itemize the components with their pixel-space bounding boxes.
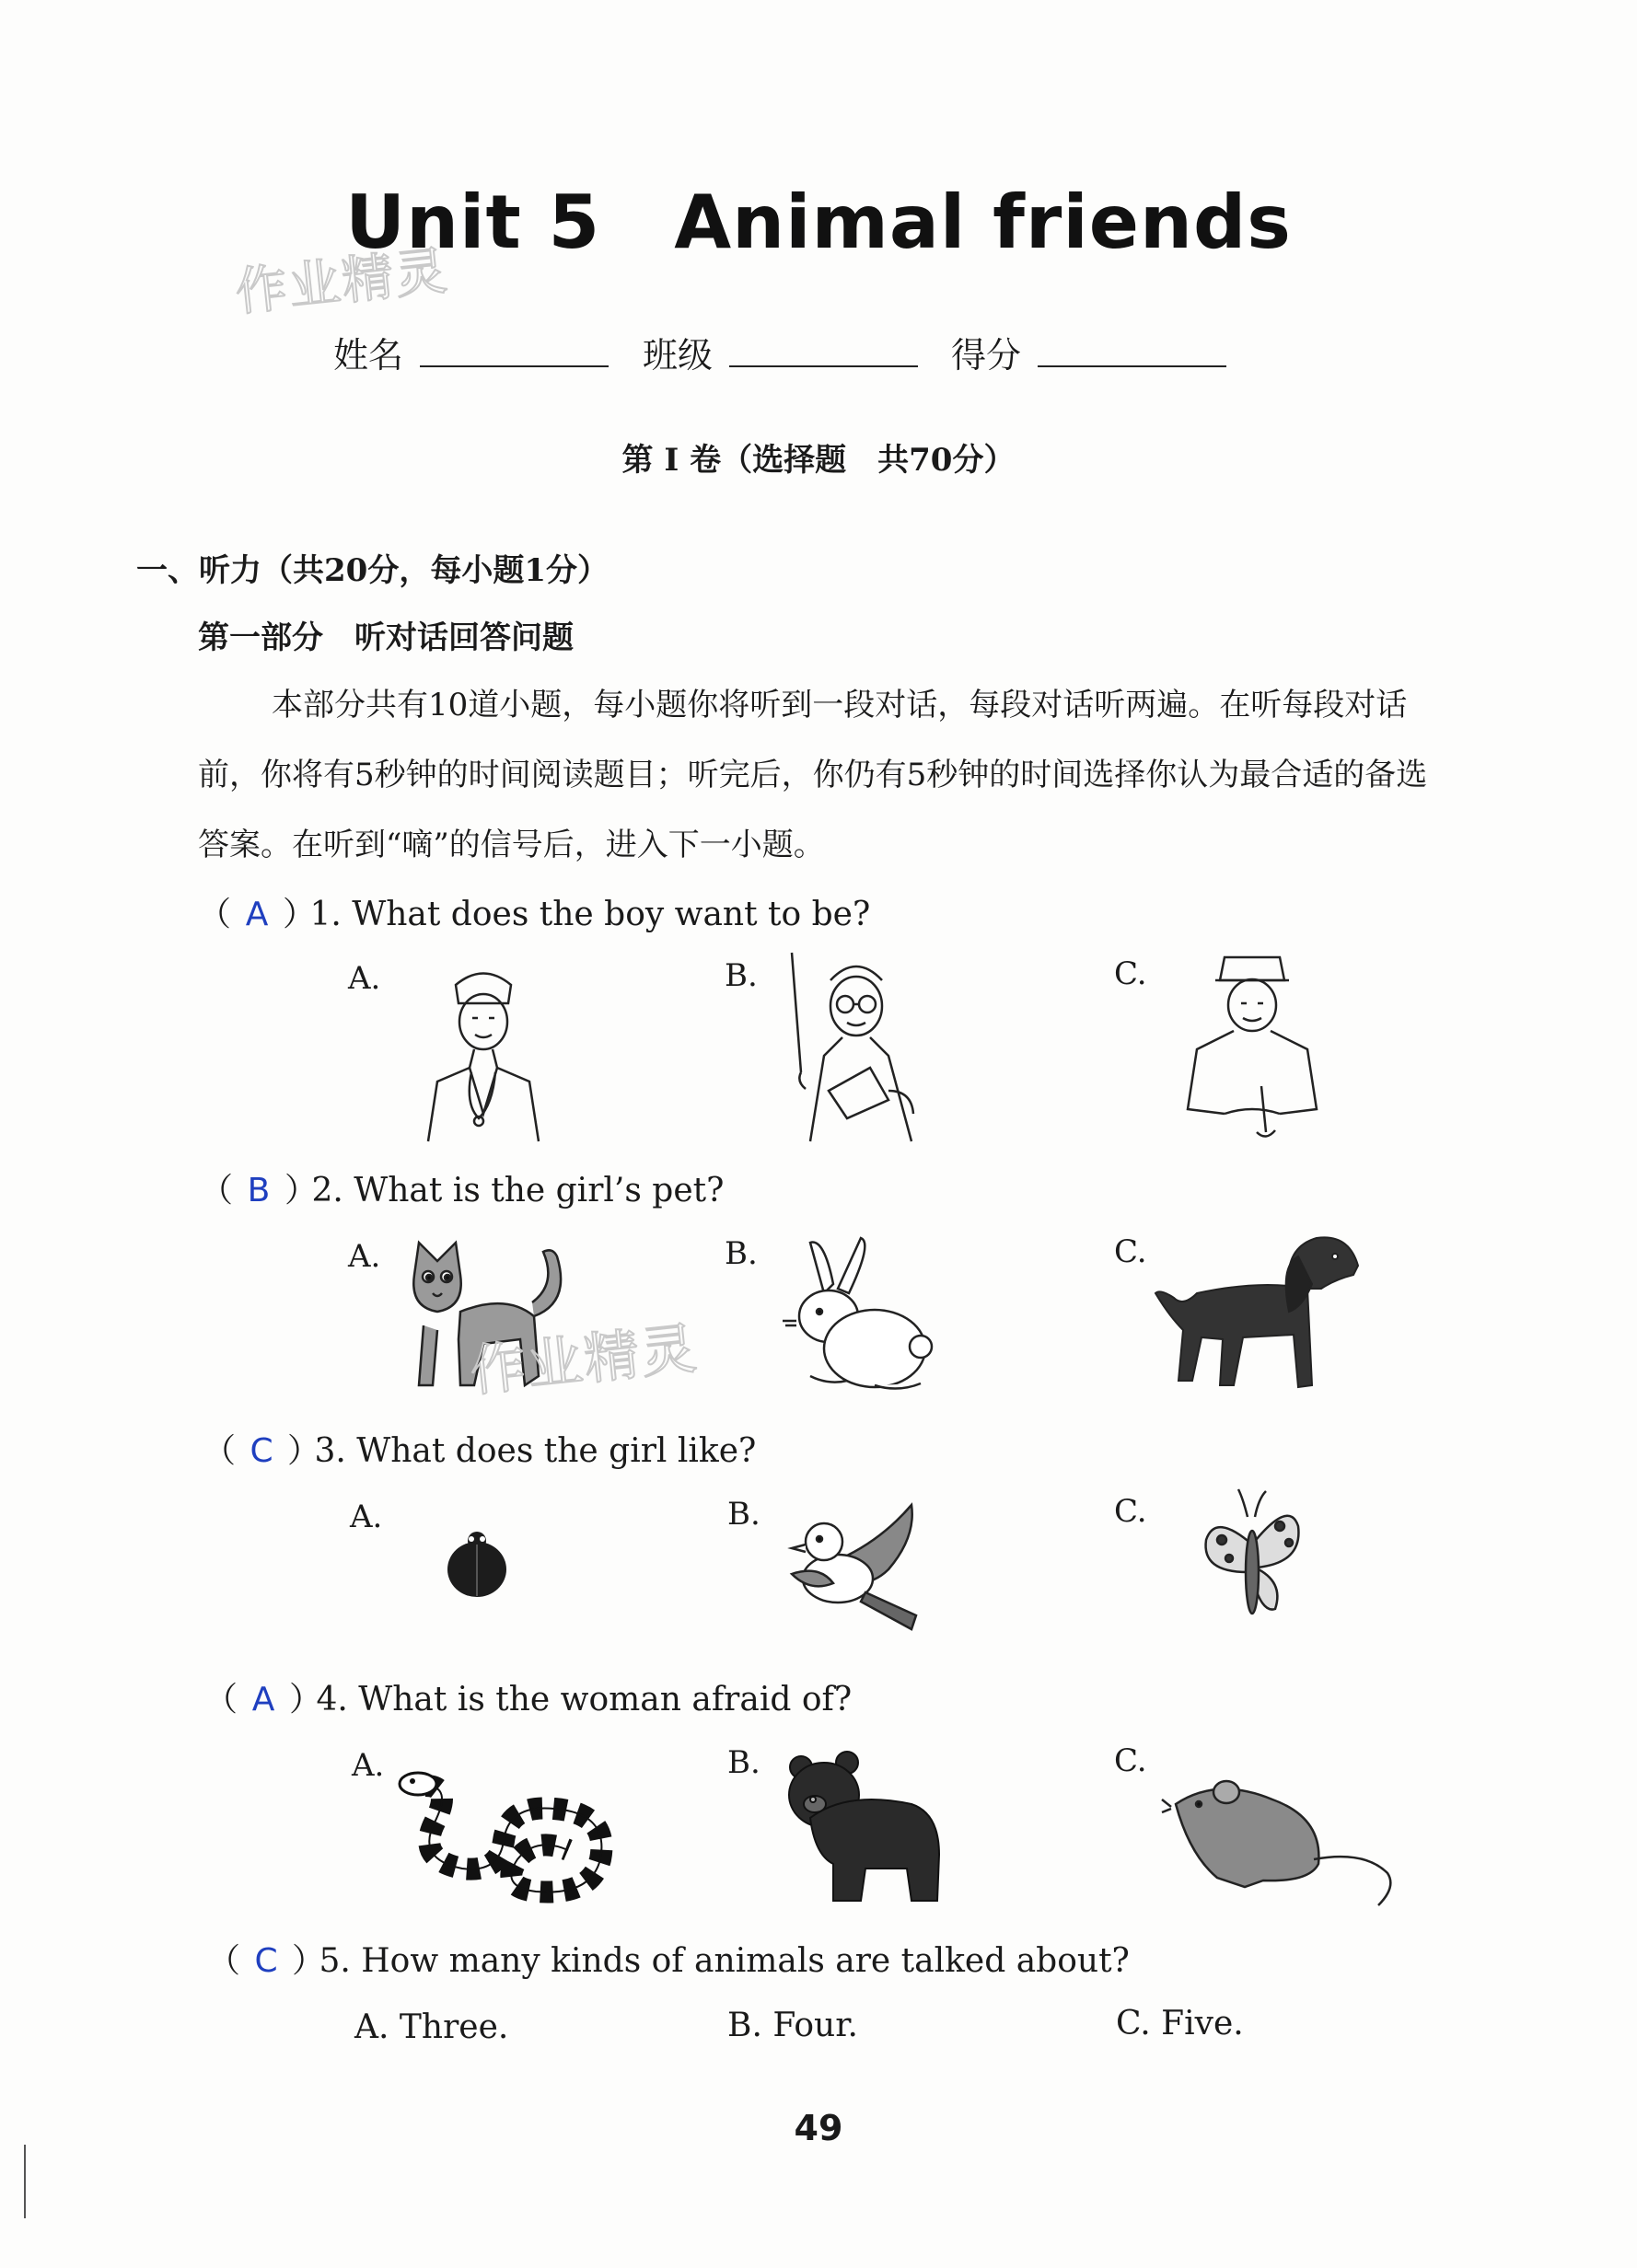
page-number: 49 xyxy=(794,2108,843,2148)
doctor-icon xyxy=(414,957,552,1141)
q5-option-b[interactable]: B. Four. xyxy=(727,2007,858,2044)
q5-option-c[interactable]: C. Five. xyxy=(1116,2005,1244,2042)
question-3-text: 3. What does the girl like? xyxy=(314,1432,757,1470)
answer-5[interactable]: C xyxy=(254,1942,278,1980)
answer-1[interactable]: A xyxy=(245,896,269,933)
instructions: 本部分共有10道小题，每小题你将听到一段对话，每段对话听两遍。在听每段对话前，你将有5秒钟的时间阅读题目；听完后，你仍有5秒钟的时间选择你认为最合适的备选答案。在听到“嘀”的信号后，进入下一小题。 xyxy=(198,687,1428,863)
question-4-text: 4. What is the woman afraid of? xyxy=(316,1681,853,1718)
question-5-text: 5. How many kinds of animals are talked about? xyxy=(319,1942,1130,1980)
question-3: （ C ） 3. What does the girl like? xyxy=(203,1432,757,1470)
question-4: （ A ） 4. What is the woman afraid of? xyxy=(204,1681,853,1718)
q1-option-b[interactable]: B. xyxy=(725,957,758,994)
question-5: （ C ） 5. How many kinds of animals are talked about? xyxy=(207,1942,1130,1980)
name-field[interactable]: 姓名 xyxy=(333,327,609,377)
class-field[interactable]: 班级 xyxy=(643,327,918,377)
ladybird-icon xyxy=(440,1528,514,1602)
watermark-middle: 作业精灵 xyxy=(467,1316,702,1405)
question-1: （ A ） 1. What does the boy want to be? xyxy=(198,896,871,933)
answer-4[interactable]: A xyxy=(251,1681,275,1718)
part-title: 第 I 卷（选择题 共70分） xyxy=(621,442,1016,479)
q2-option-a[interactable]: A. xyxy=(348,1238,381,1275)
q2-option-c[interactable]: C. xyxy=(1114,1233,1147,1270)
section-title: 一、听力（共20分，每小题1分） xyxy=(136,552,609,589)
q4-option-a[interactable]: A. xyxy=(352,1747,385,1784)
watermark-top: 作业精灵 xyxy=(232,241,452,323)
bird-icon xyxy=(783,1500,921,1634)
q3-option-c[interactable]: C. xyxy=(1114,1493,1147,1530)
q3-option-b[interactable]: B. xyxy=(727,1496,760,1533)
score-field[interactable]: 得分 xyxy=(951,327,1226,377)
title-unit: Unit 5 xyxy=(345,179,601,265)
question-2: （ B ） 2. What is the girl’s pet? xyxy=(200,1172,725,1209)
title-topic: Animal friends xyxy=(674,179,1292,265)
q1-option-a[interactable]: A. xyxy=(348,960,381,997)
q1-option-c[interactable]: C. xyxy=(1114,955,1147,992)
question-2-text: 2. What is the girl’s pet? xyxy=(311,1172,725,1209)
binding-edge xyxy=(24,2145,26,2218)
teacher-icon xyxy=(773,953,939,1141)
policeman-icon xyxy=(1178,948,1326,1141)
answer-2[interactable]: B xyxy=(247,1172,271,1209)
q4-option-b[interactable]: B. xyxy=(727,1744,760,1781)
q2-option-b[interactable]: B. xyxy=(725,1235,758,1272)
answer-3[interactable]: C xyxy=(250,1432,273,1470)
rabbit-icon xyxy=(773,1238,935,1394)
bear-icon xyxy=(783,1753,944,1905)
q5-option-a[interactable]: A. Three. xyxy=(354,2008,509,2046)
snake-icon xyxy=(398,1758,628,1905)
dog-icon xyxy=(1151,1229,1363,1394)
q4-option-c[interactable]: C. xyxy=(1114,1742,1147,1779)
mouse-icon xyxy=(1162,1772,1397,1924)
butterfly-icon xyxy=(1202,1489,1303,1637)
question-1-text: 1. What does the boy want to be? xyxy=(309,896,871,933)
q3-option-a[interactable]: A. xyxy=(350,1498,383,1535)
subsection-title: 第一部分 听对话回答问题 xyxy=(198,619,574,656)
